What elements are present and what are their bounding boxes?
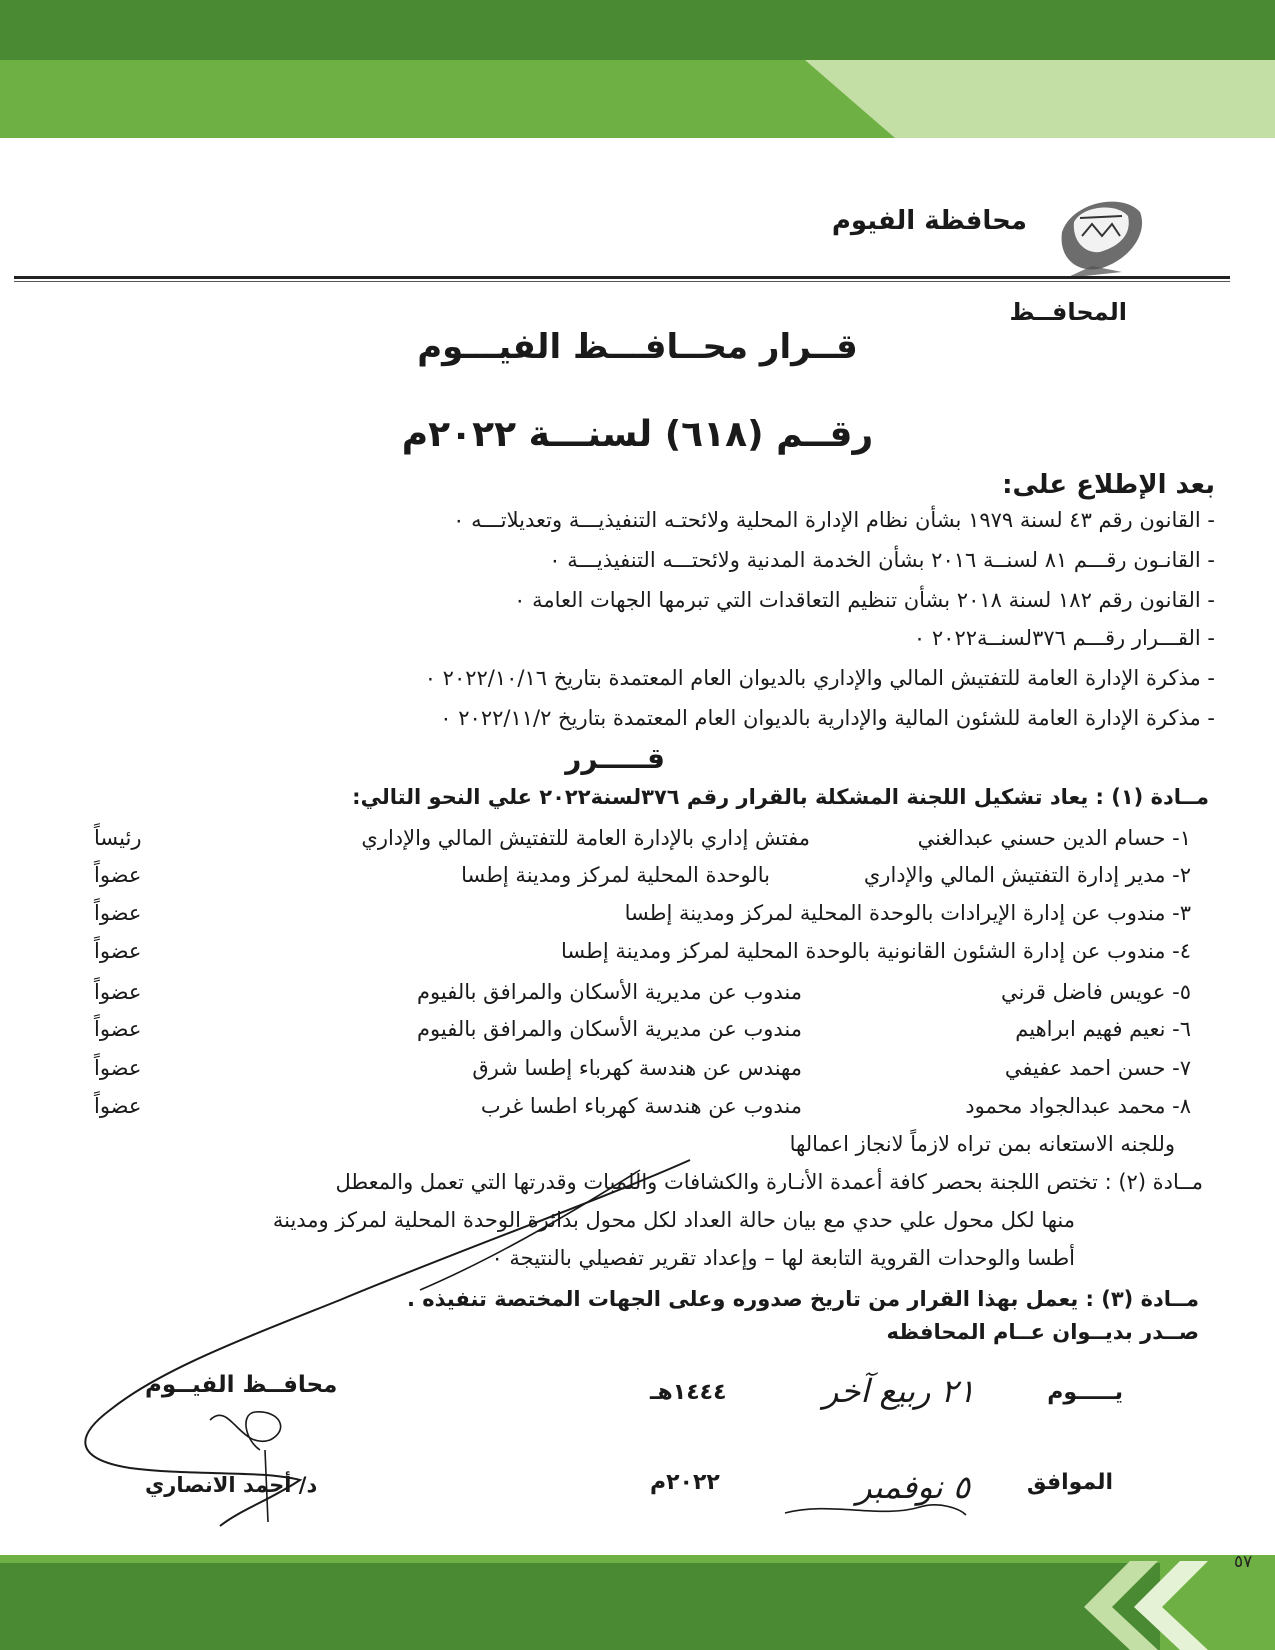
header-rule	[14, 276, 1230, 279]
member-name: ٥- عويس فاضل قرني	[1000, 980, 1191, 1004]
review-heading: بعد الإطلاع على:	[1002, 470, 1215, 500]
gregorian-date-handwritten: ٥ نوفمبر	[856, 1468, 970, 1506]
member-desc: مندوب عن مديرية الأسكان والمرافق بالفيوم	[417, 980, 802, 1004]
governor-name: د/ أحمد الانصاري	[145, 1473, 318, 1497]
decree-number: رقــم (٦١٨) لسنـــة ٢٠٢٢م	[401, 414, 874, 455]
article-2-line: أطسا والوحدات القروية التابعة لها – وإعداد تقرير تفصيلي بالنتيجة ٠	[491, 1246, 1075, 1270]
review-item: - مذكرة الإدارة العامة للتفتيش المالي والإداري بالديوان العام المعتمدة بتاريخ ٢٠٢٢/١٠/١٦ ٠	[424, 666, 1215, 690]
member-desc: بالوحدة المحلية لمركز ومدينة إطسا	[461, 863, 770, 887]
decree-title: قــرار محــافـــظ الفيـــوم	[417, 327, 858, 367]
member-name: ٢- مدير إدارة التفتيش المالي والإداري	[863, 863, 1191, 887]
member-name: ٤- مندوب عن إدارة الشئون القانونية بالوحدة المحلية لمركز ومدينة إطسا	[561, 939, 1191, 963]
review-item: - القـــرار رقـــم ٣٧٦لسنــة٢٠٢٢ ٠	[913, 626, 1215, 650]
article-2-line: مــادة (٢) : تختص اللجنة بحصر كافة أعمدة الأنـارة والكشافات واللمبات وقدرتها التي تعمل والمعطل	[335, 1170, 1203, 1194]
hijri-date-label: يـــــوم	[1047, 1380, 1123, 1405]
member-name: ٦- نعيم فهيم ابراهيم	[1015, 1017, 1191, 1041]
member-desc: مفتش إداري بالإدارة العامة للتفتيش المالي والإداري	[361, 826, 810, 850]
hijri-year: ١٤٤٤هـ	[650, 1380, 727, 1405]
page-number: ٥٧	[1234, 1552, 1253, 1572]
member-role: عضواً	[94, 1056, 142, 1080]
gregorian-year: ٢٠٢٢م	[650, 1470, 720, 1495]
member-role: عضواً	[94, 863, 142, 887]
governorate-name: محافظة الفيوم	[831, 206, 1027, 236]
member-desc: مهندس عن هندسة كهرباء إطسا شرق	[472, 1056, 802, 1080]
gregorian-date-label: الموافق	[1026, 1470, 1113, 1495]
article-2-line: منها لكل محول علي حدي مع بيان حالة العداد لكل محول بدائرة الوحدة المحلية لمركز ومدينة	[272, 1208, 1075, 1232]
member-name: ٧- حسن احمد عفيفي	[1004, 1056, 1191, 1080]
issued-line: صــدر بديــوان عــام المحافظه	[886, 1320, 1199, 1344]
office-label: المحافــظ	[1009, 298, 1127, 326]
article-1-heading: مــادة (١) : يعاد تشكيل اللجنة المشكلة بالقرار رقم ٣٧٦لسنة٢٠٢٢ علي النحو التالي:	[352, 785, 1209, 809]
review-item: - القانون رقم ٤٣ لسنة ١٩٧٩ بشأن نظام الإدارة المحلية ولائحتـه التنفيذيـــة وتعديلاتـــه ٠	[453, 508, 1215, 532]
member-role: عضواً	[94, 1017, 142, 1041]
handwritten-signature	[40, 1150, 740, 1530]
member-name: ١- حسام الدين حسني عبدالغني	[917, 826, 1191, 850]
member-desc: مندوب عن مديرية الأسكان والمرافق بالفيوم	[417, 1017, 802, 1041]
governor-title: محافــظ الفيــوم	[145, 1372, 338, 1398]
hijri-date-handwritten: ٢١ ربيع آخر	[822, 1372, 975, 1410]
member-role: عضواً	[94, 980, 142, 1004]
member-role: عضواً	[94, 1094, 142, 1118]
review-item: - القانـون رقـــم ٨١ لسنــة ٢٠١٦ بشأن الخدمة المدنية ولائحتـــه التنفيذيـــة ٠	[549, 548, 1215, 572]
article-1-assist: وللجنه الاستعانه بمن تراه لازماً لانجاز اعمالها	[789, 1132, 1175, 1156]
review-item: - مذكرة الإدارة العامة للشئون المالية والإدارية بالديوان العام المعتمدة بتاريخ ٢٠٢٢/١١/٢ ٠	[440, 706, 1215, 730]
member-role: عضواً	[94, 901, 142, 925]
member-name: ٨- محمد عبدالجواد محمود	[965, 1094, 1191, 1118]
date-underline-mark	[780, 1495, 970, 1525]
seal-icon	[1052, 182, 1148, 278]
member-role: عضواً	[94, 939, 142, 963]
member-name: ٣- مندوب عن إدارة الإيرادات بالوحدة المحلية لمركز ومدينة إطسا	[624, 901, 1191, 925]
article-3: مــادة (٣) : يعمل بهذا القرار من تاريخ صدوره وعلى الجهات المختصة تنفيذه .	[406, 1287, 1199, 1311]
decided-heading: قـــــرر	[565, 742, 665, 775]
review-item: - القانون رقم ١٨٢ لسنة ٢٠١٨ بشأن تنظيم التعاقدات التي تبرمها الجهات العامة ٠	[514, 588, 1215, 612]
header-rule-thin	[14, 281, 1230, 282]
member-desc: مندوب عن هندسة كهرباء اطسا غرب	[480, 1094, 802, 1118]
member-role: رئيساً	[94, 826, 142, 850]
